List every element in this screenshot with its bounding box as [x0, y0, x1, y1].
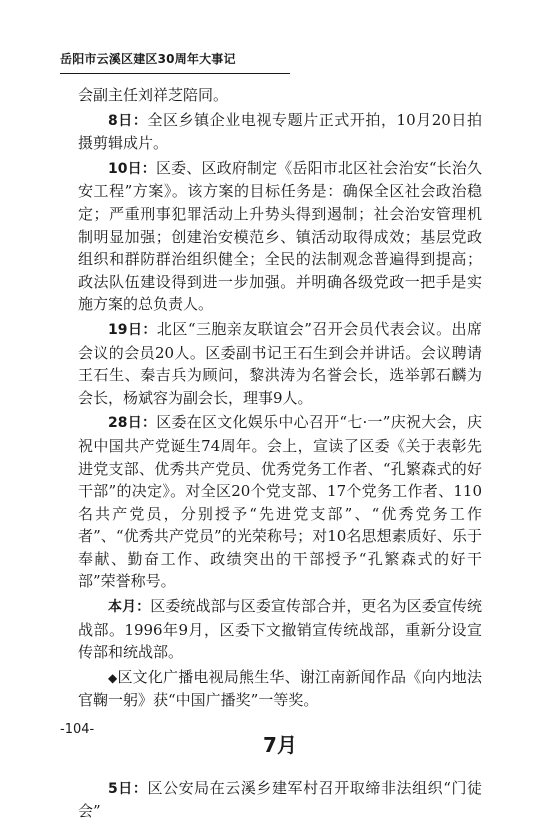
entry-date: 8日： [108, 112, 148, 129]
entry-text: 区公安局在云溪乡建军村召开取缔非法组织“门徒会” [78, 778, 483, 821]
entry-8th [78, 109, 482, 155]
entry-this-month [78, 595, 482, 664]
paragraph-text: 会副主任刘祥芝陪同。 [78, 86, 229, 104]
month-heading: 7月 [263, 733, 297, 758]
entry-text: 区委统战部与区委宣传部合并，更名为区委宣传统战部。1996年9月，区委下文撤销宣传统战部，重新分设宣传部和统战部。 [78, 597, 482, 662]
page-number: -104- [60, 722, 95, 737]
entry-date: 10日： [108, 160, 156, 177]
entry-date: 本月： [108, 599, 151, 616]
entry-text: 区委在区文化娱乐中心召开“七·一”庆祝大会，庆祝中国共产党诞生74周年。会上，宣读了区委《关于表彰先进党支部、优秀共产党员、优秀党务工作者、“孔繁森式的好干部”的决定》。对全区20个党支部、17个党务工作者、110名共产党员，分别授予“先进党支部”、“优秀党务工作者”、“优秀共产党员”的光荣称号；对10名思想素质好、乐于奉献、勤奋工作、政绩突出的干部授予“孔繁森式的好干部”荣誉称号。 [78, 413, 483, 591]
entry-text: 全区乡镇企业电视专题片正式开拍，10月20日拍摄剪辑成片。 [78, 110, 482, 153]
paragraph-continued [78, 84, 482, 107]
diamond-bullet-icon: ◆ [108, 670, 118, 685]
entry-10th [78, 157, 482, 316]
running-header: 岳阳市云溪区建区30周年大事记 [60, 50, 290, 74]
entry-july-5th [78, 777, 482, 823]
entry-19th [78, 318, 482, 409]
entry-date: 28日： [108, 415, 157, 432]
entry-text: 区委、区政府制定《岳阳市北区社会治安“长治久安工程”方案》。该方案的目标任务是：确保全区社会政治稳定；严重刑事犯罪活动上升势头得到遏制；社会治安管理机制明显加强；创建治安模范乡、镇活动取得成效；基层党政组织和群防群治组织健全；全民的法制观念普遍得到提高；政法队伍建设得到进一步加强。并明确各级党政一把手是实施方案的总负责人。 [78, 158, 483, 314]
entry-text: 区文化广播电视局熊生华、谢江南新闻作品《向内地法官鞠一躬》获“中国广播奖”一等奖。 [78, 667, 482, 710]
entry-date: 19日： [108, 321, 157, 338]
entry-text: 北区“三胞亲友联谊会”召开会员代表会议。出席会议的会员20人。区委副书记王石生到会并讲话。会议聘请王石生、秦吉兵为顾问，黎洪涛为名誉会长，选举郭石麟为会长，杨斌容为副会长，理事9人。 [78, 319, 483, 407]
entry-28th [78, 411, 482, 593]
entry-award [78, 666, 482, 712]
entry-date: 5日： [108, 780, 148, 797]
document-body [78, 84, 482, 825]
